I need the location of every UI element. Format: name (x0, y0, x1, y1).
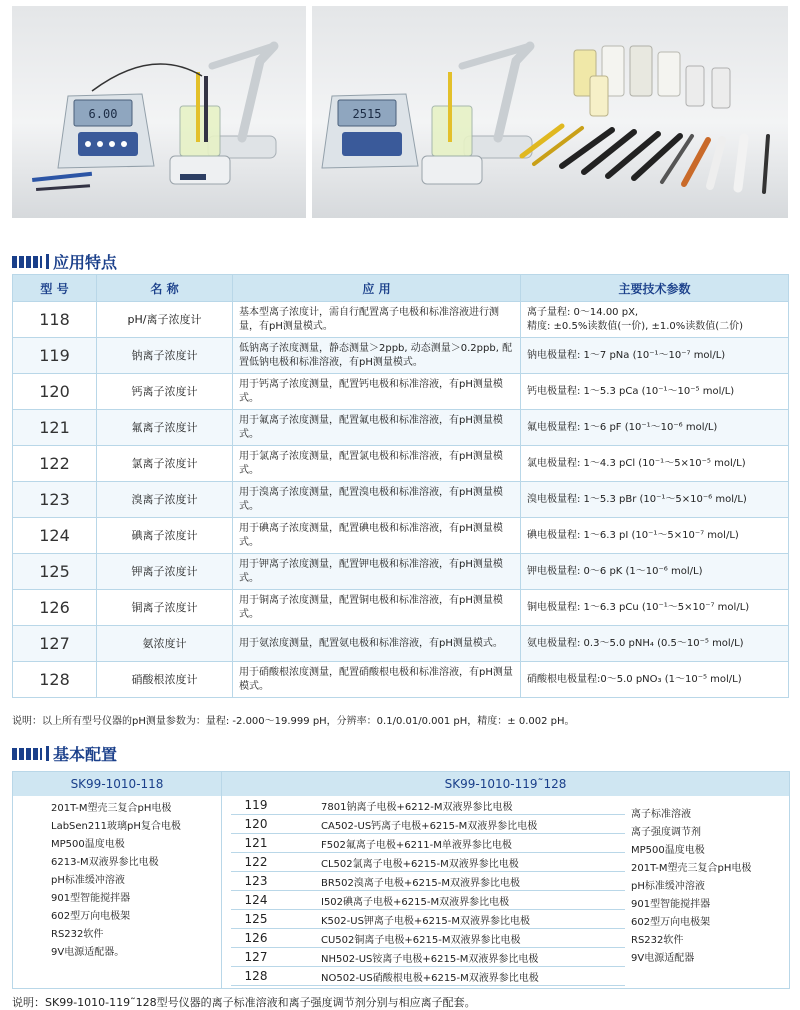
config-note: 说明：SK99-1010-119˜128型号仪器的离子标准溶液和离子强度调节剂分别与相应离子配套。 (12, 996, 476, 1009)
spec-table-header (13, 275, 789, 302)
config-item: RS232软件 (51, 929, 104, 940)
electrode-model-number: 120 (231, 815, 281, 834)
config-header-119-128: SK99-1010-119˜128 (222, 772, 789, 796)
electrode-row (231, 929, 625, 948)
electrode-row (231, 967, 625, 986)
electrode-model-number: 119 (231, 796, 281, 815)
model-cell: 123 (13, 482, 97, 518)
params-cell: 钙电极量程: 1～5.3 pCa (10⁻¹～10⁻⁵ mol/L) (521, 374, 789, 410)
name-cell: 溴离子浓度计 (97, 482, 233, 518)
config-item: pH标准缓冲溶液 (51, 875, 125, 886)
application-cell: 用于硝酸根浓度测量，配置硝酸根电极和标准溶液，有pH测量模式。 (233, 662, 521, 698)
config-item: 离子标准溶液 (631, 809, 691, 820)
params-cell: 钠电极量程: 1～7 pNa (10⁻¹～10⁻⁷ mol/L) (521, 338, 789, 374)
spec-row (13, 626, 789, 662)
config-item: 9V电源适配器。 (51, 947, 125, 958)
electrode-model-number: 126 (231, 929, 281, 948)
product-photo-meter-accessories (312, 6, 788, 218)
name-cell: 氨浓度计 (97, 626, 233, 662)
params-cell: 硝酸根电极量程:0～5.0 pNO₃ (1～10⁻⁵ mol/L) (521, 662, 789, 698)
name-cell: 碘离子浓度计 (97, 518, 233, 554)
config-divider (221, 796, 222, 988)
electrode-description: 7801钠离子电极+6212-M双液界参比电极 (281, 796, 625, 815)
model-cell: 122 (13, 446, 97, 482)
electrode-description: NH502-US铵离子电极+6215-M双液界参比电极 (281, 948, 625, 967)
application-cell: 用于钙离子浓度测量，配置钙电极和标准溶液，有pH测量模式。 (233, 374, 521, 410)
header-params: 主要技术参数 (521, 275, 789, 302)
electrode-model-number: 128 (231, 967, 281, 986)
params-cell: 钾电极量程: 0～6 pK (1～10⁻⁶ mol/L) (521, 554, 789, 590)
params-cell: 离子量程: 0～14.00 pX, 精度: ±0.5%读数值(一价), ±1.0%读数值(二价) (521, 302, 789, 338)
meter-display: 6.00 (88, 107, 118, 121)
header-model: 型 号 (13, 275, 97, 302)
model-cell: 119 (13, 338, 97, 374)
config-item: 离子强度调节剂 (631, 827, 701, 838)
application-cell: 基本型离子浓度计，需自行配置离子电极和标准溶液进行测量，有pH测量模式。 (233, 302, 521, 338)
electrode-model-number: 121 (231, 834, 281, 853)
model-cell: 125 (13, 554, 97, 590)
model-cell: 124 (13, 518, 97, 554)
electrode-row (231, 891, 625, 910)
config-item: 6213-M双液界参比电极 (51, 857, 159, 868)
electrode-row (231, 796, 625, 815)
electrode-model-number: 125 (231, 910, 281, 929)
electrode-model-number: 124 (231, 891, 281, 910)
meter-illustration (12, 6, 306, 218)
spec-table (12, 274, 789, 698)
spec-row (13, 590, 789, 626)
electrode-model-number: 122 (231, 853, 281, 872)
model-cell: 121 (13, 410, 97, 446)
application-cell: 低钠离子浓度测量，静态测量＞2ppb, 动态测量＞0.2ppb, 配置低钠电极和标准溶液，有pH测量模式。 (233, 338, 521, 374)
spec-row (13, 518, 789, 554)
electrode-description: K502-US钾离子电极+6215-M双液界参比电极 (281, 910, 625, 929)
spec-row (13, 374, 789, 410)
electrode-description: F502氟离子电极+6211-M单液界参比电极 (281, 834, 625, 853)
section-bars-icon (12, 748, 42, 760)
params-cell: 氨电极量程: 0.3～5.0 pNH₄ (0.5～10⁻⁵ mol/L) (521, 626, 789, 662)
section-title-text: 应用特点 (53, 253, 118, 272)
name-cell: 硝酸根浓度计 (97, 662, 233, 698)
name-cell: 铜离子浓度计 (97, 590, 233, 626)
config-item: pH标准缓冲溶液 (631, 881, 705, 892)
params-cell: 氟电极量程: 1～6 pF (10⁻¹～10⁻⁶ mol/L) (521, 410, 789, 446)
application-cell: 用于铜离子浓度测量，配置铜电极和标准溶液，有pH测量模式。 (233, 590, 521, 626)
model-cell: 128 (13, 662, 97, 698)
model-cell: 120 (13, 374, 97, 410)
name-cell: pH/离子浓度计 (97, 302, 233, 338)
application-cell: 用于溴离子浓度测量，配置溴电极和标准溶液，有pH测量模式。 (233, 482, 521, 518)
config-item: 201T-M塑壳三复合pH电极 (631, 863, 752, 874)
application-cell: 用于碘离子浓度测量，配置碘电极和标准溶液，有pH测量模式。 (233, 518, 521, 554)
spec-row (13, 554, 789, 590)
config-item: 602型万向电极架 (631, 917, 711, 928)
section-bars-icon (12, 256, 42, 268)
electrode-row (231, 910, 625, 929)
electrode-row (231, 815, 625, 834)
model-cell: 127 (13, 626, 97, 662)
config-item: 901型智能搅拌器 (51, 893, 131, 904)
spec-row (13, 662, 789, 698)
electrode-description: I502碘离子电极+6215-M双液界参比电极 (281, 891, 625, 910)
application-cell: 用于钾离子浓度测量，配置钾电极和标准溶液，有pH测量模式。 (233, 554, 521, 590)
application-cell: 用于氯离子浓度测量，配置氯电极和标准溶液，有pH测量模式。 (233, 446, 521, 482)
config-item: MP500温度电极 (631, 845, 705, 856)
config-item: LabSen211玻璃pH复合电极 (51, 821, 181, 832)
config-list-118 (51, 800, 181, 962)
meter-display: 2515 (352, 107, 382, 121)
params-cell: 碘电极量程: 1～6.3 pI (10⁻¹～5×10⁻⁷ mol/L) (521, 518, 789, 554)
section-title-text: 基本配置 (53, 745, 118, 764)
spec-table-body (13, 302, 789, 698)
config-item: 602型万向电极架 (51, 911, 131, 922)
electrode-row (231, 948, 625, 967)
config-item: 901型智能搅拌器 (631, 899, 711, 910)
electrode-description: NO502-US硝酸根电极+6215-M双液界参比电极 (281, 967, 625, 986)
model-cell: 118 (13, 302, 97, 338)
electrode-row (231, 834, 625, 853)
accessories-illustration (312, 6, 788, 218)
spec-row (13, 410, 789, 446)
electrode-model-number: 127 (231, 948, 281, 967)
section-title-application (12, 250, 117, 273)
spec-row (13, 446, 789, 482)
electrode-description: CL502氯离子电极+6215-M双液界参比电极 (281, 853, 625, 872)
electrode-table (231, 796, 625, 986)
electrode-description: CA502-US钙离子电极+6215-M双液界参比电极 (281, 815, 625, 834)
header-name: 名 称 (97, 275, 233, 302)
section-pipe-icon (46, 746, 49, 761)
application-cell: 用于氟离子浓度测量，配置氟电极和标准溶液，有pH测量模式。 (233, 410, 521, 446)
section-pipe-icon (46, 254, 49, 269)
name-cell: 钾离子浓度计 (97, 554, 233, 590)
config-list-119-128 (631, 806, 751, 968)
params-cell: 氯电极量程: 1～4.3 pCl (10⁻¹～5×10⁻⁵ mol/L) (521, 446, 789, 482)
electrode-row (231, 872, 625, 891)
product-photo-meter-118 (12, 6, 306, 218)
header-application: 应 用 (233, 275, 521, 302)
spec-row (13, 302, 789, 338)
config-item: 201T-M塑壳三复合pH电极 (51, 803, 172, 814)
config-table (12, 771, 790, 989)
config-item: 9V电源适配器 (631, 953, 695, 964)
electrode-description: BR502溴离子电极+6215-M双液界参比电极 (281, 872, 625, 891)
name-cell: 钠离子浓度计 (97, 338, 233, 374)
model-cell: 126 (13, 590, 97, 626)
spec-row (13, 482, 789, 518)
name-cell: 钙离子浓度计 (97, 374, 233, 410)
electrode-model-number: 123 (231, 872, 281, 891)
config-header-118: SK99-1010-118 (13, 772, 222, 796)
ph-params-note: 说明：以上所有型号仪器的pH测量参数为：量程: -2.000～19.999 pH，分辨率：0.1/0.01/0.001 pH，精度：± 0.002 pH。 (12, 716, 575, 727)
product-photos (12, 6, 788, 218)
application-cell: 用于氨浓度测量，配置氨电极和标准溶液，有pH测量模式。 (233, 626, 521, 662)
params-cell: 铜电极量程: 1～6.3 pCu (10⁻¹～5×10⁻⁷ mol/L) (521, 590, 789, 626)
electrode-description: CU502铜离子电极+6215-M双液界参比电极 (281, 929, 625, 948)
name-cell: 氯离子浓度计 (97, 446, 233, 482)
params-cell: 溴电极量程: 1～5.3 pBr (10⁻¹～5×10⁻⁶ mol/L) (521, 482, 789, 518)
spec-row (13, 338, 789, 374)
config-item: MP500温度电极 (51, 839, 125, 850)
section-title-config (12, 742, 117, 765)
name-cell: 氟离子浓度计 (97, 410, 233, 446)
config-item: RS232软件 (631, 935, 684, 946)
electrode-row (231, 853, 625, 872)
